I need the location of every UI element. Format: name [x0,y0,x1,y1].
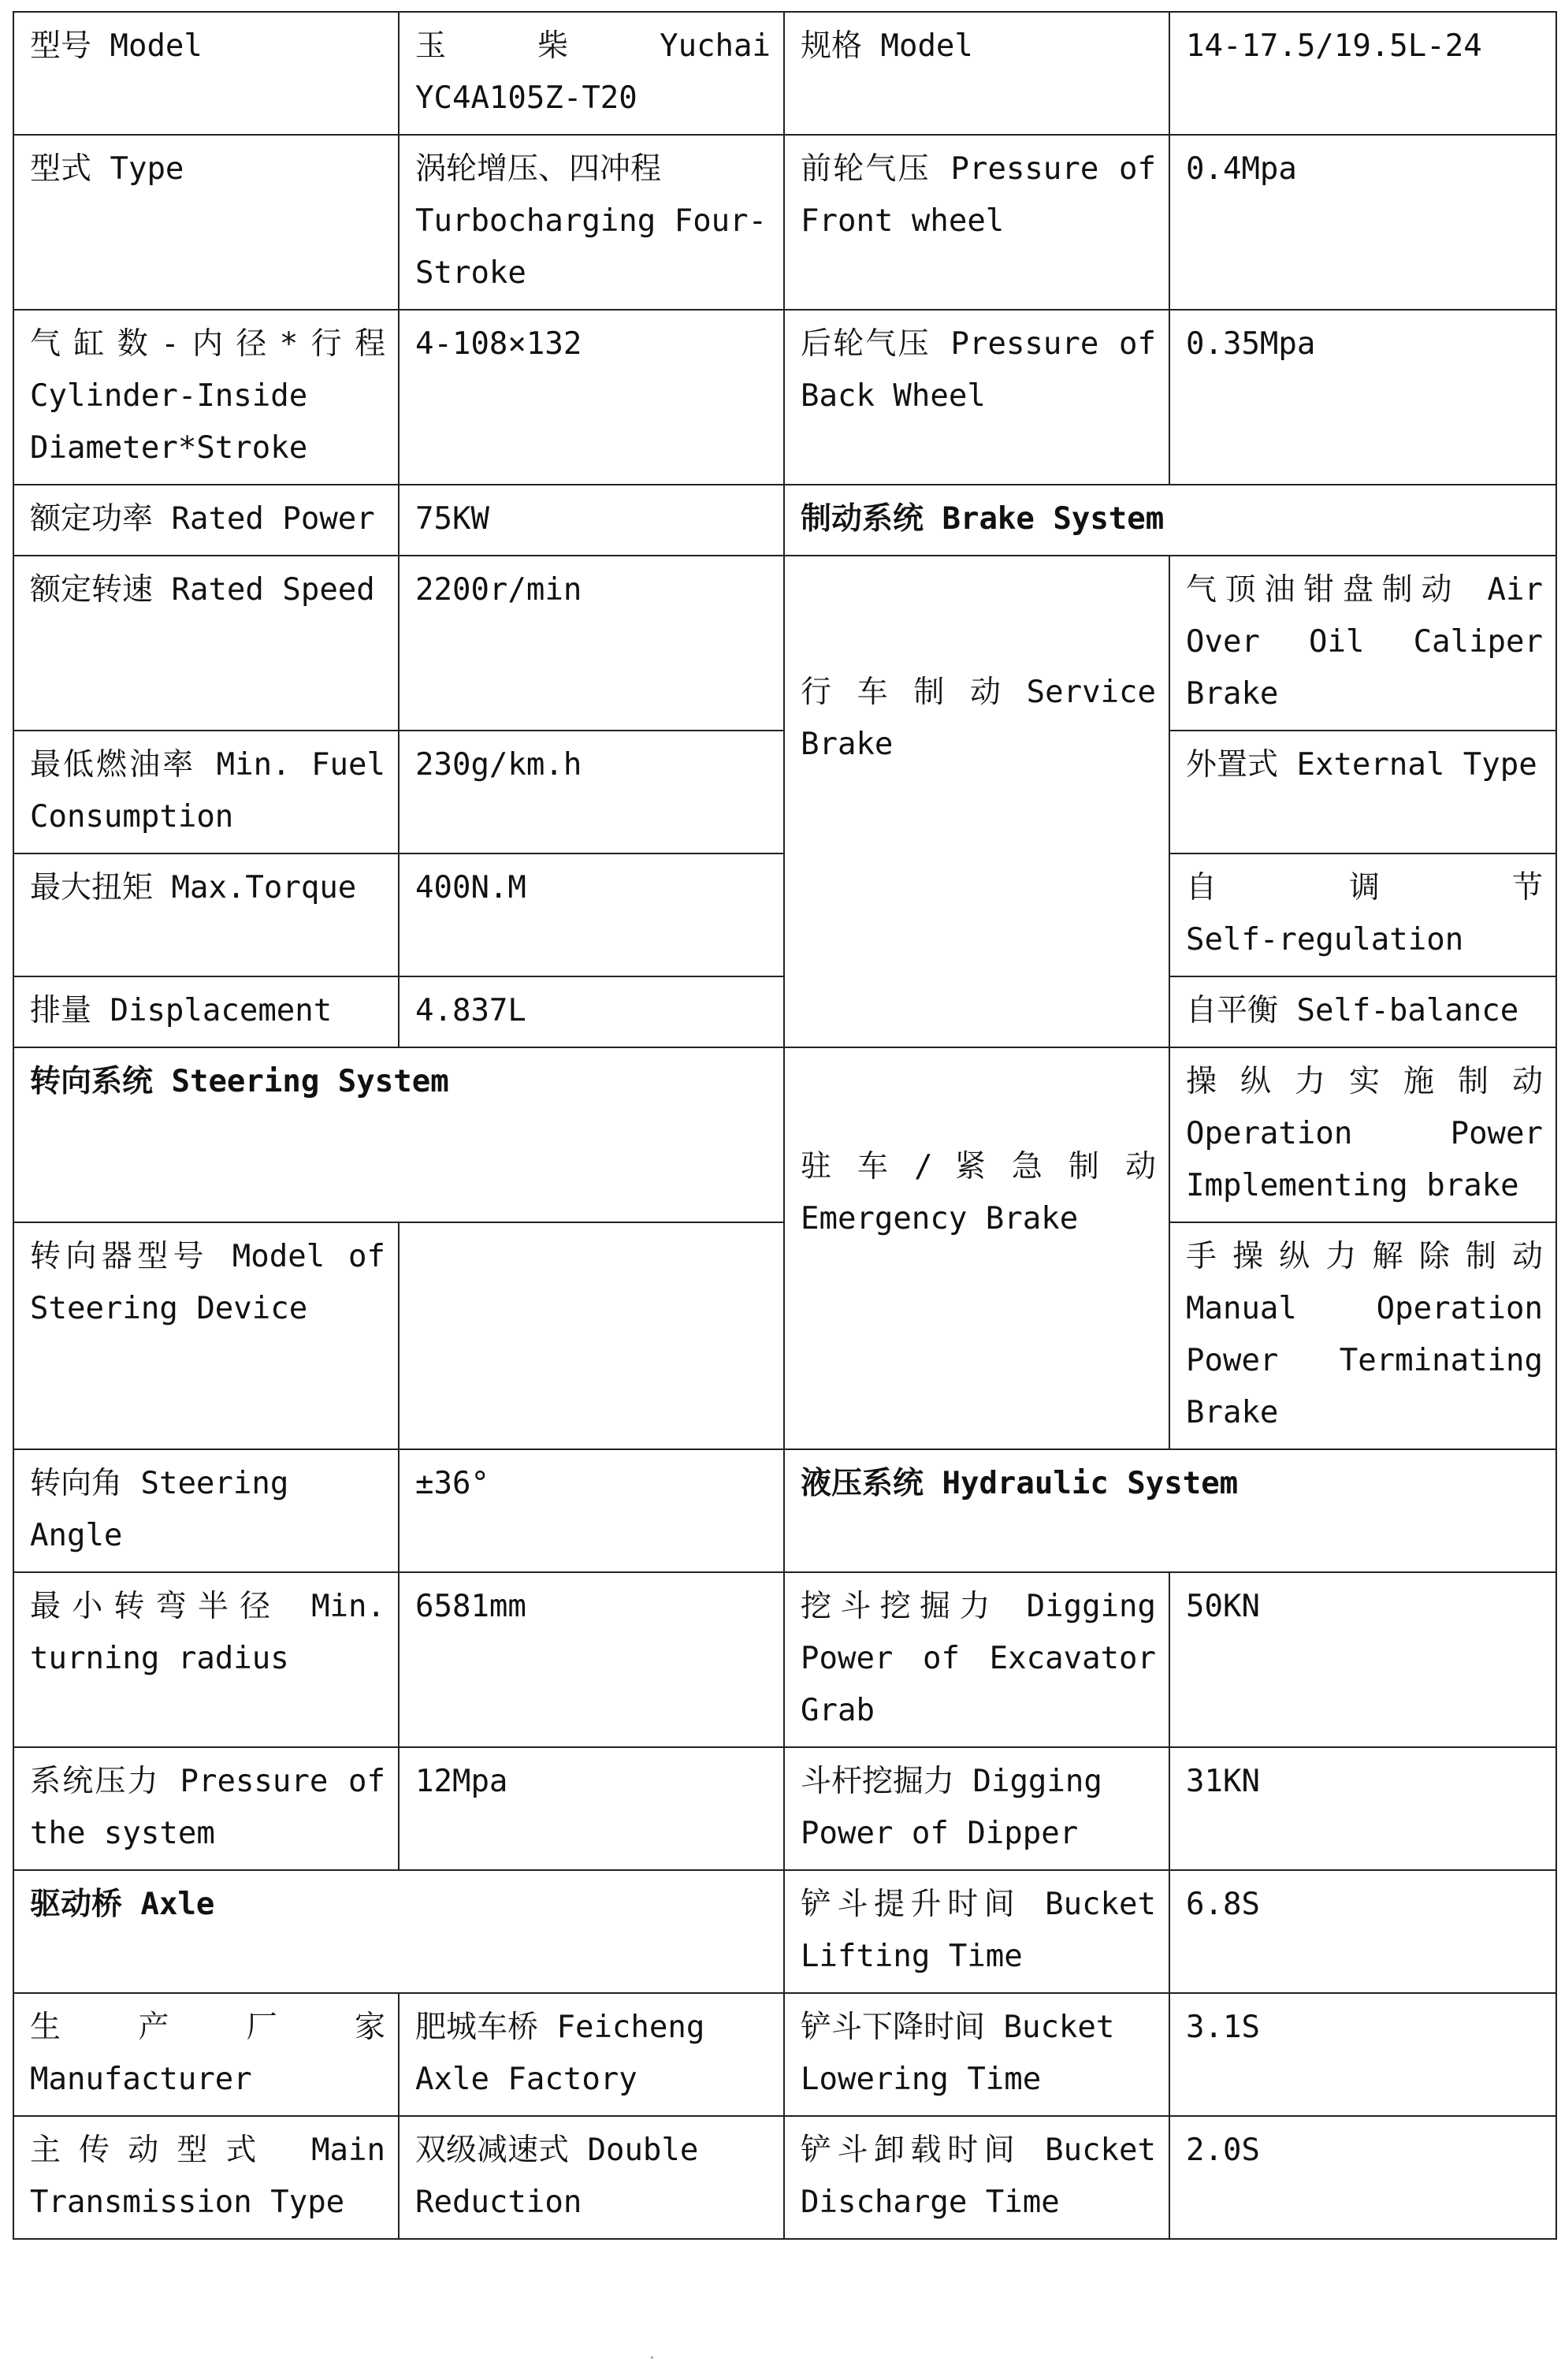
cell-value: 6581mm [399,1572,784,1747]
table-row [13,1449,1556,1572]
cell-label: 生 产 厂 家 Manufacturer [13,1993,399,2116]
cell-label: 额定功率 Rated Power [13,485,399,556]
cell-label: 型号 Model [13,12,399,135]
cell-value-line: YC4A105Z-T20 [415,80,637,116]
cell-label: 最小转弯半径 Min. turning radius [13,1572,399,1747]
cell-value: 12Mpa [399,1747,784,1870]
cell-label: 规格 Model [784,12,1169,135]
cell-value: 4.837L [399,976,784,1047]
cell-label: 系统压力 Pressure of the system [13,1747,399,1870]
cell-value: 双级减速式 Double Reduction [399,2116,784,2239]
table-row [13,1747,1556,1870]
table-row [13,135,1556,310]
cell-value: 4-108×132 [399,310,784,485]
cell-label: 额定转速 Rated Speed [13,556,399,731]
table-row [13,485,1556,556]
cell-value: 肥城车桥 Feicheng Axle Factory [399,1993,784,2116]
cell-value: 50KN [1169,1572,1556,1747]
cell-value: 75KW [399,485,784,556]
cell-label: 挖斗挖掘力 Digging Power of Excavator Grab [784,1572,1169,1747]
cell-value: 手操纵力解除制动 Manual Operation Power Terminating Brake [1169,1222,1556,1449]
cell-value: ±36° [399,1449,784,1572]
cell-value-line: 玉 柴 Yuchai [415,28,771,64]
cell-value: 2200r/min [399,556,784,731]
cell-value: 14-17.5/19.5L-24 [1169,12,1556,135]
cell-value: 400N.M [399,853,784,976]
cell-value: 操纵力实施制动 Operation Power Implementing brake [1169,1047,1556,1222]
cell-label: 主传动型式 Main Transmission Type [13,2116,399,2239]
table-row [13,1870,1556,1993]
cell-value: 外置式 External Type [1169,731,1556,853]
cell-value [1169,853,1556,976]
table-row [13,2116,1556,2239]
cell-label: 最低燃油率 Min. Fuel Consumption [13,731,399,853]
table-row [13,310,1556,485]
cell-value: 31KN [1169,1747,1556,1870]
table-row [13,1047,1556,1222]
cell-value: 3.1S [1169,1993,1556,2116]
section-heading-brake: 制动系统 Brake System [784,485,1556,556]
section-heading-axle: 驱动桥 Axle [13,1870,784,1993]
cell-value-line: Self-regulation [1186,922,1464,958]
spec-table [13,11,1557,2240]
cell-value: 2.0S [1169,2116,1556,2239]
table-row [13,12,1556,135]
cell-value: 0.35Mpa [1169,310,1556,485]
section-heading-steering: 转向系统 Steering System [13,1047,784,1222]
cell-label: 后轮气压 Pressure of Back Wheel [784,310,1169,485]
cell-label: 驻 车 / 紧 急 制 动 Emergency Brake [784,1047,1169,1449]
table-row [13,556,1556,731]
cell-value: 0.4Mpa [1169,135,1556,310]
table-row [13,1572,1556,1747]
table-row [13,1993,1556,2116]
cell-value: 气顶油钳盘制动 Air Over Oil Caliper Brake [1169,556,1556,731]
cell-label: 前轮气压 Pressure of Front wheel [784,135,1169,310]
cell-value: 6.8S [1169,1870,1556,1993]
cell-value-line: 自 调 节 [1186,870,1543,906]
cell-label: 行 车 制 动 Service Brake [784,556,1169,1047]
cell-label: 铲斗提升时间 Bucket Lifting Time [784,1870,1169,1993]
cell-value: 230g/km.h [399,731,784,853]
page-speck [651,2356,653,2359]
cell-label: 铲斗卸载时间 Bucket Discharge Time [784,2116,1169,2239]
cell-label: 转向角 Steering Angle [13,1449,399,1572]
cell-label: 排量 Displacement [13,976,399,1047]
cell-label: 斗杆挖掘力 Digging Power of Dipper [784,1747,1169,1870]
cell-value [399,12,784,135]
cell-label: 气缸数-内径*行程 Cylinder-Inside Diameter*Stroke [13,310,399,485]
cell-value: 涡轮增压、四冲程 Turbocharging Four-Stroke [399,135,784,310]
cell-value: 自平衡 Self-balance [1169,976,1556,1047]
cell-label: 铲斗下降时间 Bucket Lowering Time [784,1993,1169,2116]
cell-value [399,1222,784,1449]
cell-label: 型式 Type [13,135,399,310]
cell-label: 最大扭矩 Max.Torque [13,853,399,976]
cell-label: 转向器型号 Model of Steering Device [13,1222,399,1449]
section-heading-hydraulic: 液压系统 Hydraulic System [784,1449,1556,1572]
